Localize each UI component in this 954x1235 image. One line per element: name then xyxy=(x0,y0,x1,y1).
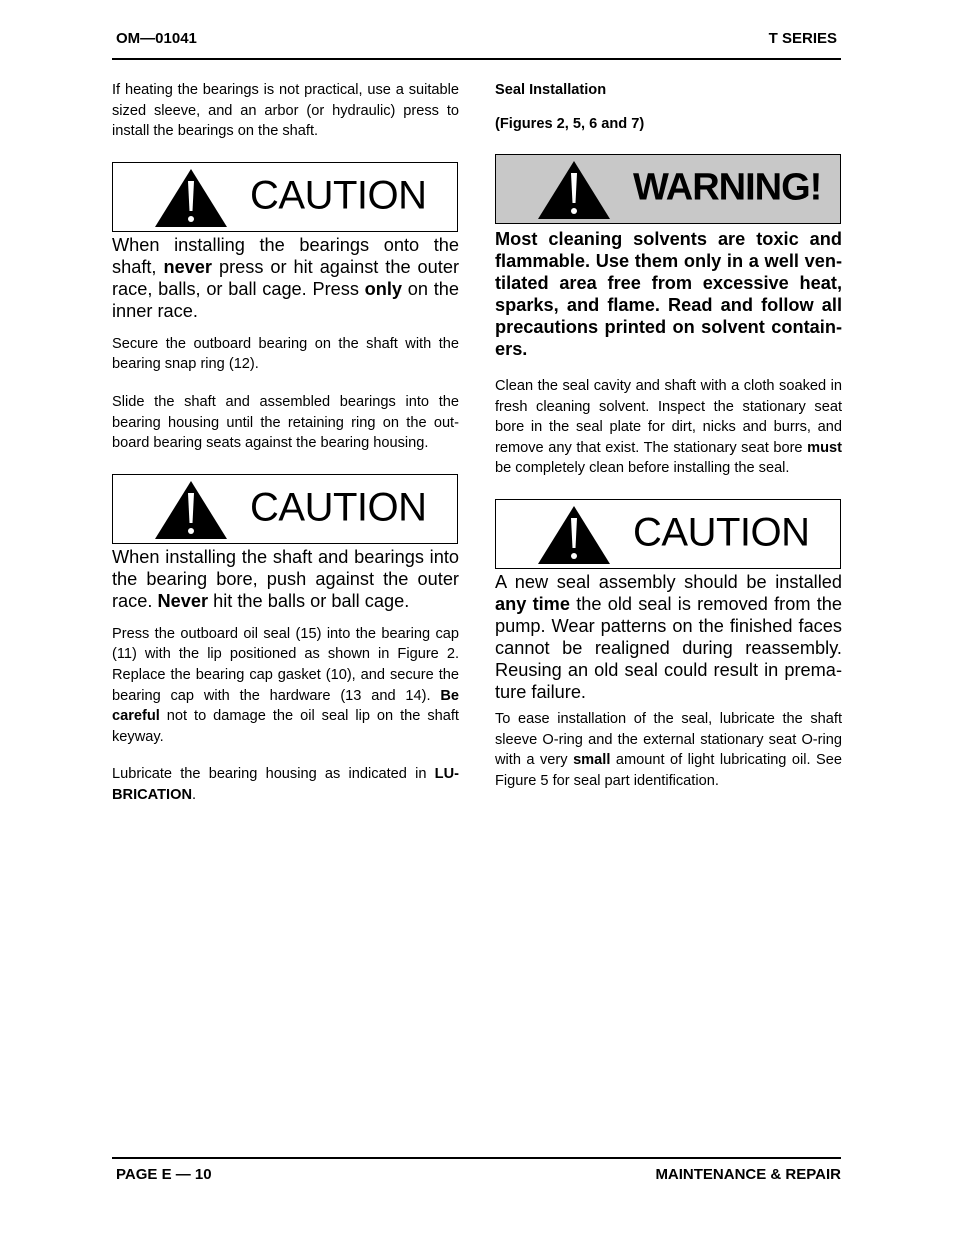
exclamation-triangle-icon xyxy=(536,504,612,566)
paragraph-oil-seal: Press the outboard oil seal (15) into the bearing cap (11) with the lip positioned as shown in Figure 2. Replace the bearing cap gasket (10), and secure the bearing cap with the hardware (13 and 14). Be careful not to damage the oil seal lip on the shaft keyway. xyxy=(112,625,459,745)
footer-rule xyxy=(112,1157,841,1159)
warning-signword: WARNING! xyxy=(633,166,822,209)
exclamation-triangle-icon xyxy=(536,159,612,221)
warning-text-solvents: Most cleaning solvents are toxic and flammable. Use them only in a well ventilated area free from excessive heat, sparks, and flame. Read and follow all precautions printed on solvent containers. xyxy=(495,229,842,359)
footer-section-title: MAINTENANCE & REPAIR xyxy=(655,1166,841,1183)
paragraph-clean-seal-cavity: Clean the seal cavity and shaft with a cloth soaked in fresh cleaning solvent. Inspect the stationary seat bore in the seal plate for dirt, nicks and burrs, and remove any that exist. The stationary seat bore must be completely clean before installing the seal. xyxy=(495,378,842,477)
right-column xyxy=(495,80,842,808)
caution-sign-2 xyxy=(112,474,458,544)
caution-text-shaft: When installing the shaft and bearings into the bearing bore, push against the outer race. Never hit the balls or ball cage. xyxy=(112,546,459,611)
exclamation-triangle-icon xyxy=(153,167,229,229)
caution-signword: CAUTION xyxy=(250,173,427,218)
paragraph-lubricate-seal: To ease installation of the seal, lubricate the shaft sleeve O-ring and the external stationary seat O-ring with a very small amount of light lubricating oil. See Figure 5 for seal part identification. xyxy=(495,710,842,789)
caution-sign-3 xyxy=(495,499,841,569)
figures-reference: (Figures 2, 5, 6 and 7) xyxy=(495,116,645,132)
footer-page-number: PAGE E — 10 xyxy=(116,1166,212,1183)
caution-sign-1 xyxy=(112,162,458,232)
caution-text-bearings: When installing the bearings onto the shaft, never press or hit against the outer race, balls, or ball cage. Press only on the inner race. xyxy=(112,234,459,321)
warning-sign xyxy=(495,154,841,224)
paragraph-snap-ring: Secure the outboard bearing on the shaft with the bearing snap ring (12). xyxy=(112,335,459,373)
caution-signword: CAUTION xyxy=(633,510,810,555)
caution-text-new-seal: A new seal assembly should be installed any time the old seal is removed from the pump. Wear patterns on the finished faces cannot be realigned during reassembly. Reusing an old seal could result in premature failure. xyxy=(495,571,843,702)
exclamation-triangle-icon xyxy=(153,479,229,541)
header-rule xyxy=(112,58,841,60)
paragraph-slide-shaft: Slide the shaft and assembled bearings into the bearing housing until the retaining ring on the outboard bearing seats against the bearing housing. xyxy=(112,393,459,452)
section-heading: Seal Installation xyxy=(495,82,607,98)
caution-signword: CAUTION xyxy=(250,485,427,530)
header-doc-number: OM—01041 xyxy=(116,30,197,47)
paragraph-lubricate: Lubricate the bearing housing as indicated in LUBRICATION. xyxy=(112,766,459,803)
paragraph-heating-bearings: If heating the bearings is not practical, use a suitable sized sleeve, and an arbor (or hydraulic) press to install the bearings on the shaft. xyxy=(112,82,459,140)
left-column xyxy=(112,80,459,823)
header-series: T SERIES xyxy=(768,30,837,47)
